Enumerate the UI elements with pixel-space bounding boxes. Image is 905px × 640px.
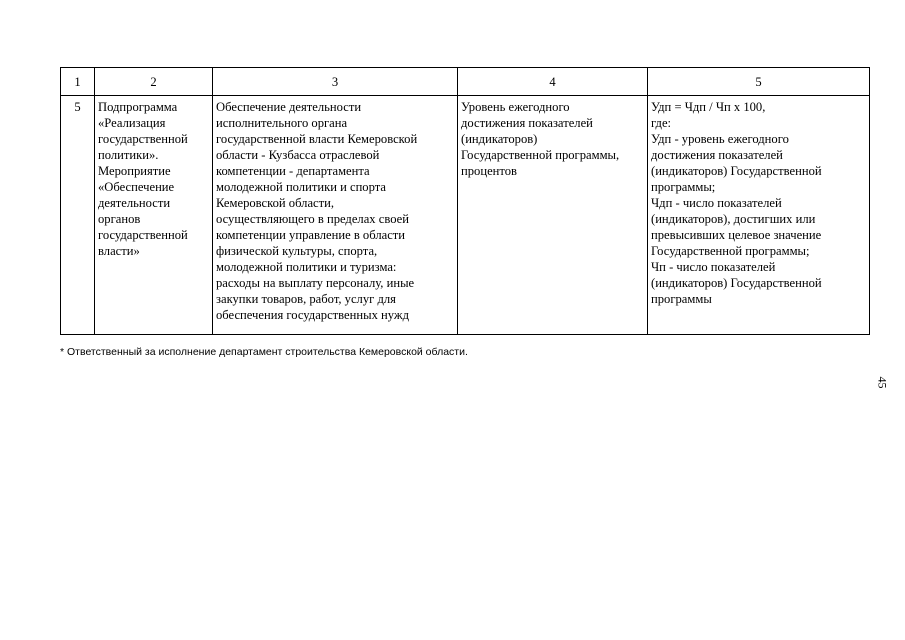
cell-line: Мероприятие [98, 164, 171, 178]
cell-line: процентов [461, 164, 517, 178]
cell-line: Уровень ежегодного [461, 100, 570, 114]
page-number: 45 [875, 376, 890, 389]
program-cell [95, 96, 213, 335]
cell-line: (индикаторов) Государственной [651, 164, 822, 178]
cell-line: (индикаторов) [461, 132, 538, 146]
cell-line: программы [651, 292, 712, 306]
cell-line: «Реализация [98, 116, 166, 130]
table-row [61, 96, 870, 335]
cell-line: исполнительного органа [216, 116, 348, 130]
cell-line: (индикаторов) Государственной [651, 276, 822, 290]
header-cell-3: 3 [213, 68, 458, 96]
cell-line: «Обеспечение [98, 180, 175, 194]
cell-line: государственной [98, 228, 188, 242]
cell-line: Государственной программы, [461, 148, 620, 162]
row-number-cell: 5 [61, 96, 95, 335]
indicator-cell [458, 96, 648, 335]
header-cell-5: 5 [648, 68, 870, 96]
formula-cell [648, 96, 870, 335]
cell-line: программы; [651, 180, 716, 194]
cell-line: молодежной политики и спорта [216, 180, 386, 194]
cell-line: Удп - уровень ежегодного [651, 132, 789, 146]
cell-line: Государственной программы; [651, 244, 810, 258]
cell-line: органов [98, 212, 141, 226]
indicator-table [60, 67, 870, 335]
cell-line: где: [651, 116, 672, 130]
cell-line: обеспечения государственных нужд [216, 308, 409, 322]
cell-line: компетенции управление в области [216, 228, 406, 242]
cell-line: достижения показателей [461, 116, 593, 130]
cell-line: Удп = Чдп / Чп x 100, [651, 100, 766, 114]
cell-line: физической культуры, спорта, [216, 244, 378, 258]
cell-line: Подпрограмма [98, 100, 178, 114]
table-header-row [61, 68, 870, 96]
cell-line: молодежной политики и туризма: [216, 260, 397, 274]
cell-line: превысивших целевое значение [651, 228, 822, 242]
cell-line: закупки товаров, работ, услуг для [216, 292, 396, 306]
header-cell-4: 4 [458, 68, 648, 96]
header-cell-2: 2 [95, 68, 213, 96]
cell-line: государственной власти Кемеровской [216, 132, 418, 146]
cell-line: осуществляющего в пределах своей [216, 212, 409, 226]
cell-line: политики». [98, 148, 159, 162]
cell-line: Чп - число показателей [651, 260, 776, 274]
cell-line: Обеспечение деятельности [216, 100, 362, 114]
footnote: * Ответственный за исполнение департамент строительства Кемеровской области. [60, 346, 468, 358]
cell-line: деятельности [98, 196, 171, 210]
header-cell-1: 1 [61, 68, 95, 96]
cell-line: достижения показателей [651, 148, 783, 162]
cell-line: Кемеровской области, [216, 196, 335, 210]
cell-line: (индикаторов), достигших или [651, 212, 816, 226]
cell-line: области - Кузбасса отраслевой [216, 148, 380, 162]
activity-cell [213, 96, 458, 335]
cell-line: расходы на выплату персоналу, иные [216, 276, 415, 290]
cell-line: компетенции - департамента [216, 164, 370, 178]
cell-line: государственной [98, 132, 188, 146]
cell-line: власти» [98, 244, 140, 258]
cell-line: Чдп - число показателей [651, 196, 782, 210]
